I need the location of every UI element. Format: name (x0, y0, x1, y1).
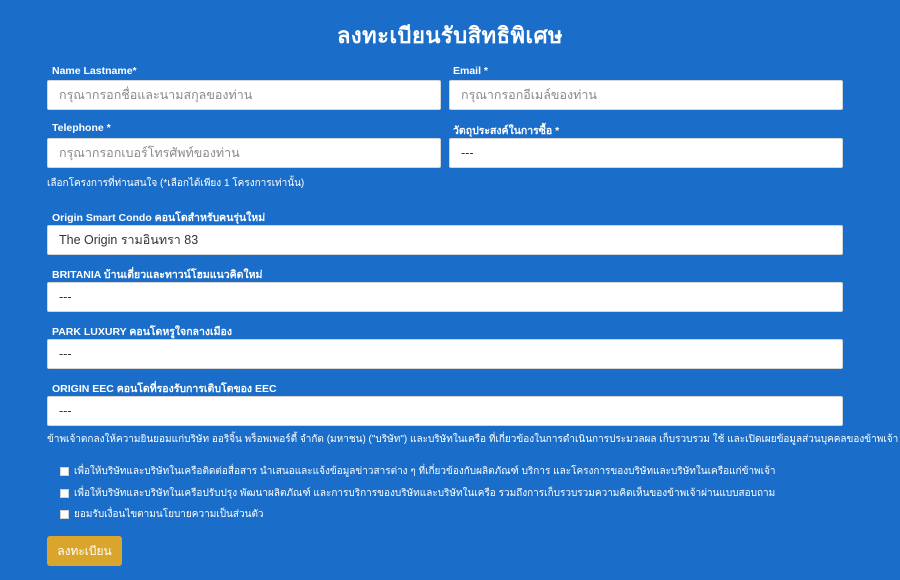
phone-input[interactable]: กรุณากรอกเบอร์โทรศัพท์ของท่าน (47, 138, 441, 168)
email-input[interactable]: กรุณากรอกอีเมล์ของท่าน (449, 80, 843, 110)
consent-checkbox-marketing[interactable] (60, 464, 776, 479)
consent-checkbox-improvement[interactable] (60, 486, 775, 501)
checkbox-label: เพื่อให้บริษัทและบริษัทในเครือติดต่อสื่อสาร นำเสนอและแจ้งข้อมูลข่าวสารต่าง ๆ ที่เกี่ยวข้องกับผลิตภัณฑ์ บริการ และโครงการของบริษัทและบริษัทในเครือแก่ข้าพเจ้า (74, 466, 776, 477)
checkbox[interactable] (60, 510, 69, 519)
name-label: Name Lastname* (52, 65, 137, 77)
checkbox[interactable] (60, 467, 69, 476)
phone-label: Telephone * (52, 122, 111, 134)
project-britania-label: BRITANIA บ้านเดี่ยวและทาวน์โฮมแนวคิดใหม่ (52, 269, 263, 281)
form-title: ลงทะเบียนรับสิทธิพิเศษ (336, 23, 564, 48)
checkbox-label: ยอมรับเงื่อนไขตามนโยบายความเป็นส่วนตัว (74, 509, 264, 520)
project-origin-smart-label: Origin Smart Condo คอนโดสำหรับคนรุ่นใหม่ (52, 212, 266, 224)
project-britania-select[interactable]: --- (47, 282, 843, 312)
name-input[interactable]: กรุณากรอกชื่อและนามสกุลของท่าน (47, 80, 441, 110)
consent-checkbox-privacy[interactable] (60, 507, 264, 522)
email-label: Email * (453, 65, 489, 77)
purpose-label: วัตถุประสงค์ในการซื้อ * (453, 125, 560, 137)
project-note: เลือกโครงการที่ท่านสนใจ (*เลือกได้เพียง 1 โครงการเท่านั้น) (47, 178, 305, 189)
project-park-luxury-label: PARK LUXURY คอนโดหรูใจกลางเมือง (52, 326, 232, 338)
project-park-luxury-select[interactable]: --- (47, 339, 843, 369)
checkbox-label: เพื่อให้บริษัทและบริษัทในเครือปรับปรุง พัฒนาผลิตภัณฑ์ และการบริการของบริษัทและบริษัทในเครือ รวมถึงการเก็บรวบรวมความคิดเห็นของข้าพเจ้าผ่านแบบสอบถาม (74, 488, 776, 499)
project-origin-smart-select[interactable]: The Origin รามอินทรา 83 (47, 225, 843, 255)
purpose-select[interactable]: --- (449, 138, 843, 168)
project-origin-eec-label: ORIGIN EEC คอนโดที่รองรับการเติบโตของ EEC (52, 383, 277, 395)
register-button[interactable]: ลงทะเบียน (47, 536, 122, 566)
project-origin-eec-select[interactable]: --- (47, 396, 843, 426)
checkbox[interactable] (60, 489, 69, 498)
consent-text: ข้าพเจ้าตกลงให้ความยินยอมแก่บริษัท ออริจิ้น พร็อพเพอร์ตี้ จำกัด (มหาชน) ("บริษัท") และบริษัทในเครือ ที่เกี่ยวข้องในการดำเนินการประมวลผล เก็บรวบรวม ใช้ และเปิดเผยข้อมูลส่วนบุคคลของข้าพเจ้า (47, 434, 899, 445)
